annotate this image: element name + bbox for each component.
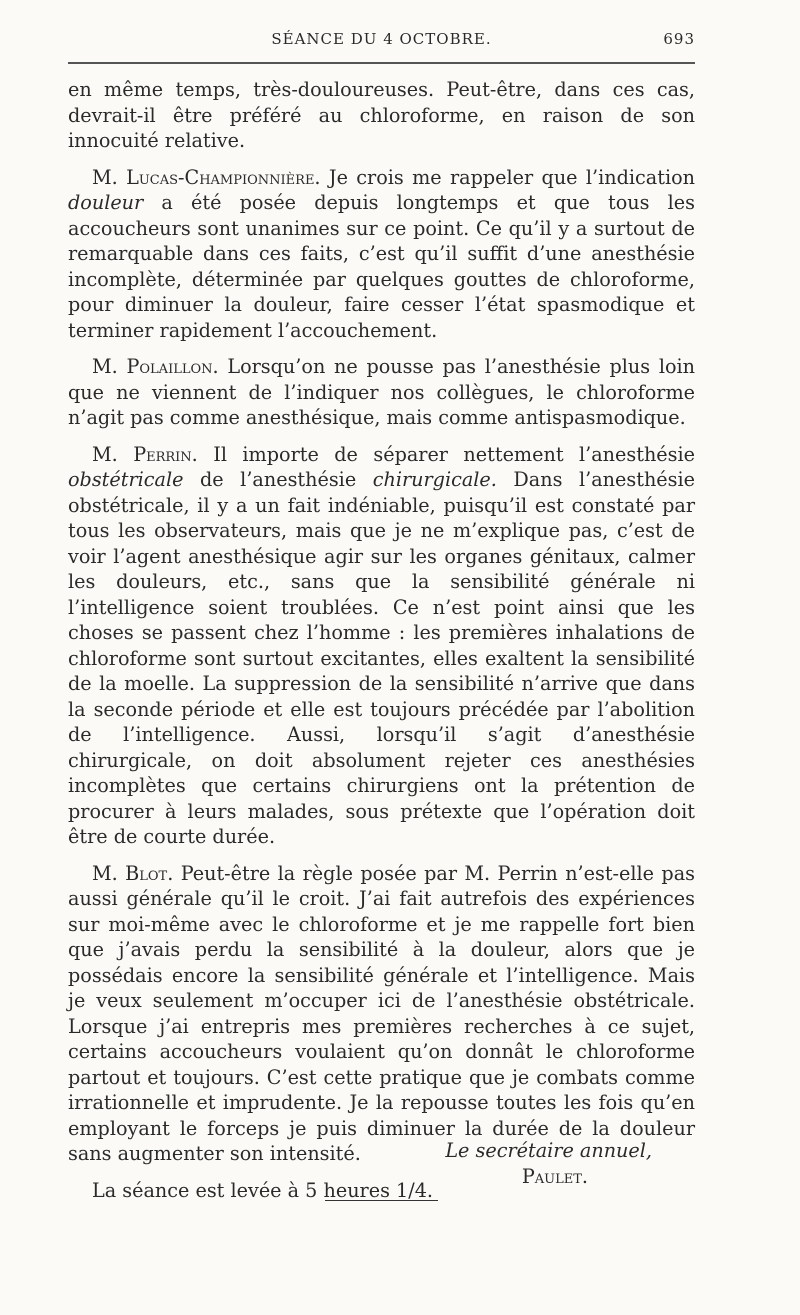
- paragraph-blot: [68, 861, 695, 1167]
- speaker-name: M. Lucas-Championnière.: [92, 165, 321, 189]
- paragraph-text: Lorsqu’on ne pousse pas l’anesthésie plus loin que ne viennent de l’indiquer nos collègues, le chloroforme n’agit pas comme anesthésique, mais comme antispasmodique.: [68, 355, 696, 429]
- emphasis-text: chirurgicale.: [372, 468, 497, 491]
- paragraph-text: de l’anesthésie: [183, 468, 373, 491]
- paragraph-perrin: [68, 442, 695, 850]
- running-title: SÉANCE DU 4 OCTOBRE.: [271, 30, 492, 48]
- emphasis-text: douleur: [68, 191, 144, 214]
- paragraph-text: Peut-être la règle posée par M. Perrin n’est-elle pas aussi générale qu’il le croit. J’ai fait autrefois des expériences sur moi-même avec le chloroforme et je me rappelle fort bien que j’avais perdu la sensibilité à la douleur, alors que je possédais encore la sensibilité générale et l’intelligence. Mais je veux seulement m’occuper ici de l’anesthésie obstétricale. Lorsque j’ai entrepris mes premières recherches à ce sujet, certains accoucheurs voulaient qu’on donnât le chloroforme partout et toujours. C’est cette pratique que je combats comme irrationnelle et imprudente. Je la repousse toutes les fois qu’en employant le forceps je puis diminuer la durée de la douleur sans augmenter son intensité.: [68, 861, 695, 1165]
- end-rule: [325, 1200, 438, 1201]
- signature-role: Le secrétaire annuel,: [445, 1139, 652, 1162]
- running-header: [68, 30, 695, 54]
- page-body: [68, 77, 695, 1203]
- paragraph-text: Je crois me rappeler que l’indication: [320, 165, 695, 189]
- closing-line: La séance est levée à 5 heures 1/4.: [92, 1178, 433, 1202]
- page-number: 693: [663, 30, 695, 48]
- paragraph-continuation: en même temps, très-douloureuses. Peut-être, dans ces cas, devrait-il être préféré au chloroforme, en raison de son innocuité relative.: [68, 78, 695, 152]
- paragraph-text: Il importe de séparer nettement l’anesthésie: [197, 442, 695, 466]
- paragraph-lucas-championniere: [68, 165, 695, 344]
- paragraph-text: Dans l’anesthésie obstétricale, il y a un fait indéniable, puisqu’il est constaté par tous les observateurs, mais que je ne m’explique pas, c’est de voir l’agent anesthésique agir sur les organes génitaux, calmer les douleurs, etc., sans que la sensibilité générale ni l’intelligence soient troublées. Ce n’est point ainsi que les choses se passent chez l’homme : les premières inhalations de chloroforme sont surtout excitantes, elles exaltent la sensibilité de la moelle. La suppression de la sensibilité n’arrive que dans la seconde période et elle est toujours précédée par l’abolition de l’intelligence. Aussi, lorsqu’il s’agit d’anesthésie chirurgicale, on doit absolument rejeter ces anesthésies incomplètes que certains chirurgiens ont la prétention de procurer à leurs malades, sous prétexte que l’opération doit être de courte durée.: [68, 468, 695, 848]
- header-rule: [68, 62, 695, 64]
- emphasis-text: obstétricale: [68, 468, 184, 491]
- signature-name: Paulet.: [521, 1164, 588, 1188]
- speaker-name: M. Polaillon.: [92, 355, 219, 378]
- paragraph-text: a été posée depuis longtemps et que tous les accoucheurs sont unanimes sur ce point. Ce qu’il y a surtout de remarquable dans ces faits, c’est qu’il suffit d’une anesthésie incomplète, déterminée par quelques gouttes de chloroforme, pour diminuer la douleur, faire cesser l’état spasmodique et terminer rapidement l’accouchement.: [68, 191, 695, 342]
- speaker-name: M. Blot.: [92, 861, 174, 885]
- speaker-name: M. Perrin.: [92, 442, 198, 466]
- paragraph-polaillon: [68, 354, 695, 431]
- signature-block: [68, 1138, 652, 1189]
